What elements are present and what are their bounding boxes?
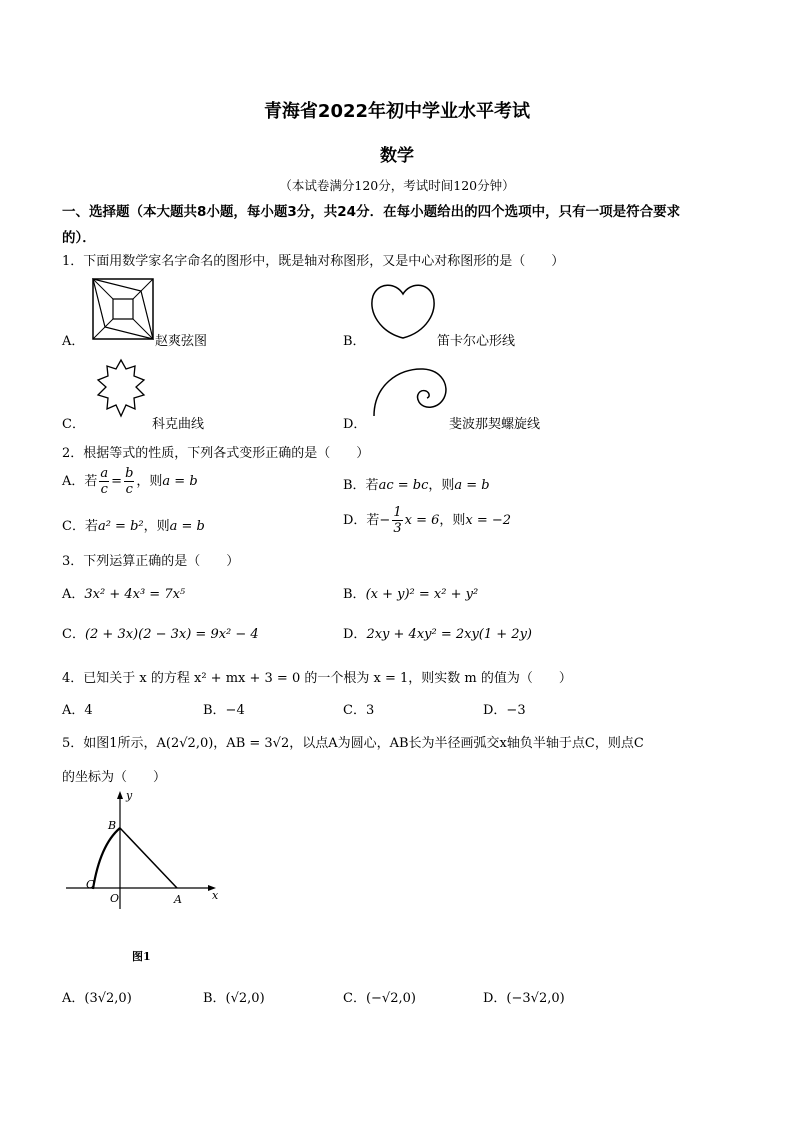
figure-1	[62, 787, 232, 967]
q1-option-a-label: 赵爽弦图	[155, 334, 208, 349]
q3-option-a	[62, 583, 185, 602]
q2-b-prefix: B．若	[343, 478, 379, 493]
q3-c-expr: (2 + 3x)(2 − 3x) = 9x² − 4	[84, 627, 259, 642]
q2-option-b	[343, 474, 490, 493]
q3-a-letter: A．	[62, 587, 85, 602]
q3-option-d	[343, 623, 532, 642]
q1-option-b-letter: B．	[343, 334, 366, 349]
koch-snowflake	[90, 356, 152, 422]
exam-note: （本试卷满分120分，考试时间120分钟）	[279, 178, 515, 193]
q3-b-letter: B．	[343, 587, 366, 602]
q2-a-frac1	[99, 466, 109, 497]
section-heading-line1: 一、选择题（本大题共8小题，每小题3分，共24分．在每小题给出的四个选项中，只有一项是符合要求	[62, 204, 681, 220]
q2-d-frac-den: 3	[393, 521, 402, 536]
q2-a-then: ，则	[136, 474, 163, 489]
q3-c-letter: C．	[62, 627, 85, 642]
label-c: C	[86, 878, 95, 891]
q4-option-d: D．−3	[483, 703, 526, 718]
q5-option-d: D．(−3√2,0)	[483, 991, 565, 1006]
q3-option-b	[343, 583, 478, 602]
q1-option-d-letter: D．	[343, 417, 367, 432]
zhao-shuang-diagram	[92, 278, 154, 340]
label-b: B	[108, 819, 117, 832]
q2-a-result: a = b	[162, 474, 198, 489]
q2-option-c	[62, 515, 205, 534]
q3-a-expr: 3x² + 4x³ = 7x⁵	[84, 587, 186, 602]
q2-d-frac	[392, 505, 402, 536]
arc-bc	[93, 828, 120, 889]
segment-ab	[120, 828, 177, 888]
section-heading-line2: 的）．	[62, 230, 96, 246]
q2-b-result: a = b	[454, 478, 490, 493]
q4-option-c: C．3	[343, 703, 375, 718]
q4-option-a: A．4	[62, 703, 93, 718]
q1-option-c-label: 科克曲线	[152, 417, 205, 432]
q1-option-a-letter: A．	[62, 334, 85, 349]
q2-b-then: ，则	[428, 478, 455, 493]
q2-d-result: x = −2	[465, 513, 512, 528]
q4-option-b: B．−4	[203, 703, 245, 718]
q1-stem: 1．下面用数学家名字命名的图形中，既是轴对称图形，又是中心对称图形的是（ ）	[62, 254, 565, 269]
fibonacci-spiral	[368, 364, 450, 418]
q2-c-expr: a² = b²	[97, 519, 144, 534]
q2-d-expr: x = 6	[404, 513, 440, 528]
q2-a-frac2	[124, 466, 134, 497]
q2-a-frac1-num: a	[100, 466, 109, 481]
q4-stem: 4．已知关于 x 的方程 x² + mx + 3 = 0 的一个根为 x = 1，则实数 m 的值为（ ）	[62, 671, 572, 686]
q5-option-a: A．(3√2,0)	[62, 991, 132, 1006]
q2-b-expr: ac = bc	[378, 478, 429, 493]
q2-a-frac1-den: c	[100, 482, 108, 497]
q2-option-a	[62, 466, 198, 498]
q2-a-prefix: A．若	[62, 474, 98, 489]
q1-option-b-label: 笛卡尔心形线	[437, 334, 516, 349]
label-y: y	[126, 789, 133, 802]
q1-option-d-label: 斐波那契螺旋线	[449, 417, 541, 432]
q2-c-prefix: C．若	[62, 519, 98, 534]
label-a: A	[174, 893, 182, 906]
q2-c-then: ，则	[143, 519, 170, 534]
q2-c-result: a = b	[169, 519, 205, 534]
q2-stem: 2．根据等式的性质，下列各式变形正确的是（ ）	[62, 446, 370, 461]
page-title: 青海省2022年初中学业水平考试	[263, 101, 531, 122]
q3-b-expr: (x + y)² = x² + y²	[365, 587, 479, 602]
q1-option-c-letter: C．	[62, 417, 85, 432]
q5-stem-line2: 的坐标为（ ）	[62, 770, 167, 785]
q2-option-d	[343, 505, 511, 537]
q2-a-eq: =	[111, 474, 123, 489]
q2-a-frac2-num: b	[125, 466, 134, 481]
q5-stem-line1: 5．如图1所示，A(2√2,0)，AB = 3√2，以点A为圆心，AB长为半径画弧交x轴负半轴于点C，则点C	[62, 736, 644, 751]
q3-option-c	[62, 623, 259, 642]
y-axis-arrow	[117, 791, 123, 799]
q2-a-frac2-den: c	[125, 482, 133, 497]
label-o: O	[110, 892, 120, 905]
q2-d-frac-num: 1	[393, 505, 402, 520]
q2-d-then: ，则	[439, 513, 466, 528]
q2-d-prefix: D．若−	[343, 513, 391, 528]
q3-d-expr: 2xy + 4xy² = 2xy(1 + 2y)	[366, 627, 532, 642]
label-x: x	[212, 889, 219, 902]
q5-option-b: B．(√2,0)	[203, 991, 265, 1006]
q5-option-c: C．(−√2,0)	[343, 991, 416, 1006]
q3-d-letter: D．	[343, 627, 367, 642]
q3-stem: 3．下列运算正确的是（ ）	[62, 554, 240, 569]
subject-title: 数学	[380, 146, 414, 166]
figure-caption: 图1	[132, 950, 151, 963]
cardioid-curve	[368, 280, 438, 342]
